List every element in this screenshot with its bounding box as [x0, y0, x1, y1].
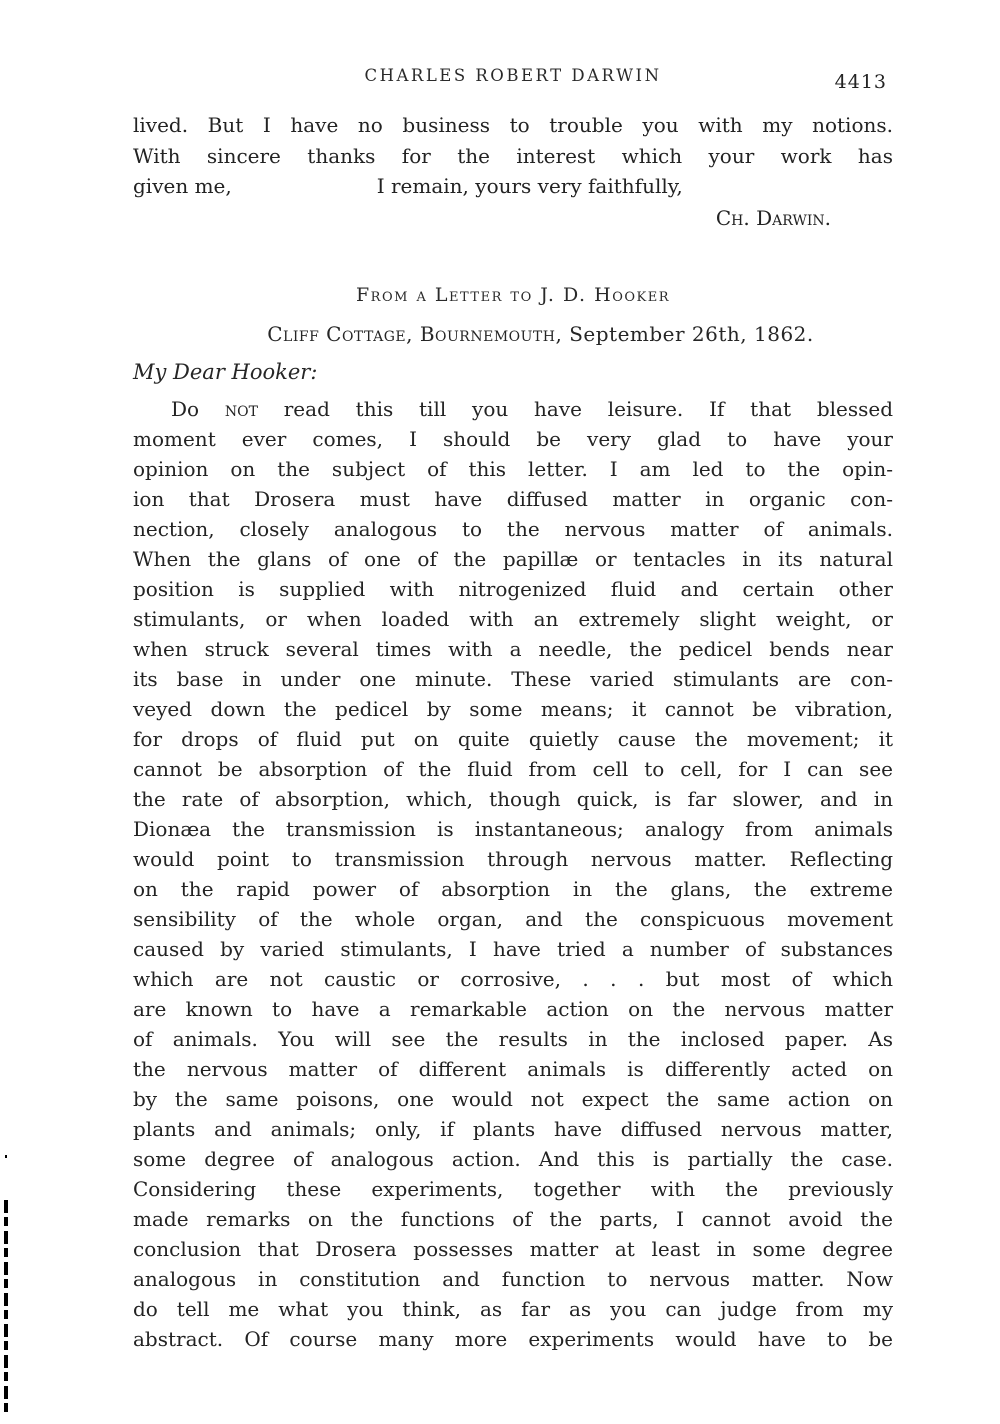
- scan-artifact-line: [4, 1200, 8, 1412]
- page-content: [133, 66, 893, 1354]
- body-line: moment ever comes, I should be very glad to have your: [133, 426, 893, 451]
- first-line-post: read this till you have leisure. If that blessed: [283, 396, 894, 421]
- letter-body: [133, 394, 893, 1354]
- body-line: for drops of fluid put on quite quietly cause the movement; it: [133, 726, 893, 751]
- dateline-place: Cliff Cottage, Bournemouth,: [267, 321, 563, 346]
- paragraph-line: lived. But I have no business to trouble you with my notions.: [133, 113, 893, 137]
- body-line: abstract. Of course many more experiments would have to be: [133, 1326, 893, 1351]
- body-line: made remarks on the functions of the parts, I cannot avoid the: [133, 1206, 893, 1231]
- body-line: nection, closely analogous to the nervous matter of animals.: [133, 516, 893, 541]
- body-line: would point to transmission through nervous matter. Reflecting: [133, 846, 893, 871]
- closing-valediction: I remain, yours very faithfully,: [376, 174, 683, 198]
- body-line: do tell me what you think, as far as you can judge from my: [133, 1296, 893, 1321]
- body-line: analogous in constitution and function to nervous matter. Now: [133, 1266, 893, 1291]
- body-line: plants and animals; only, if plants have diffused nervous matter,: [133, 1116, 893, 1141]
- body-line: of animals. You will see the results in the inclosed paper. As: [133, 1026, 893, 1051]
- body-line: when struck several times with a needle, the pedicel bends near: [133, 636, 893, 661]
- running-header: [133, 66, 893, 94]
- letter-closing-line: [133, 171, 893, 202]
- salutation: My Dear Hooker:: [133, 359, 318, 384]
- running-title: CHARLES ROBERT DARWIN: [364, 66, 662, 85]
- body-line: some degree of analogous action. And this is partially the case.: [133, 1146, 893, 1171]
- first-line-smallcaps: not: [224, 396, 258, 421]
- paragraph-line: With sincere thanks for the interest which your work has: [133, 143, 893, 168]
- dateline-date: September 26th, 1862.: [569, 321, 814, 346]
- body-line: cannot be absorption of the fluid from cell to cell, for I can see: [133, 756, 893, 781]
- body-line: its base in under one minute. These varied stimulants are con-: [133, 666, 893, 691]
- body-line: the nervous matter of different animals is differently acted on: [133, 1056, 893, 1081]
- body-line: caused by varied stimulants, I have tried a number of substances: [133, 936, 893, 961]
- previous-letter-closing-paragraph: [133, 110, 893, 234]
- body-line: which are not caustic or corrosive, . . . but most of which: [133, 966, 893, 991]
- body-line: stimulants, or when loaded with an extremely slight weight, or: [133, 606, 893, 631]
- body-line: by the same poisons, one would not expect the same action on: [133, 1086, 893, 1111]
- first-line-pre: Do: [171, 396, 200, 421]
- body-line: Considering these experiments, together with the previously: [133, 1176, 893, 1201]
- body-line: on the rapid power of absorption in the glans, the extreme: [133, 876, 893, 901]
- body-first-line: [133, 394, 893, 424]
- letter-heading: From a Letter to J. D. Hooker: [355, 283, 670, 306]
- body-line: position is supplied with nitrogenized fluid and certain other: [133, 576, 893, 601]
- dateline: [133, 320, 893, 348]
- signature: Ch. Darwin.: [715, 205, 831, 230]
- body-lines: [133, 424, 893, 1354]
- body-line: conclusion that Drosera possesses matter at least in some degree: [133, 1236, 893, 1261]
- body-line: the rate of absorption, which, though quick, is far slower, and in: [133, 786, 893, 811]
- closing-left-text: given me,: [133, 174, 232, 198]
- body-line: opinion on the subject of this letter. I am led to the opin-: [133, 456, 893, 481]
- body-line: veyed down the pedicel by some means; it cannot be vibration,: [133, 696, 893, 721]
- body-line: When the glans of one of the papillæ or tentacles in its natural: [133, 546, 893, 571]
- page-number: 4413: [834, 71, 887, 93]
- body-line: Dionæa the transmission is instantaneous; analogy from animals: [133, 816, 893, 841]
- body-line: sensibility of the whole organ, and the conspicuous movement: [133, 906, 893, 931]
- body-line: ion that Drosera must have diffused matter in organic con-: [133, 486, 893, 511]
- body-line: are known to have a remarkable action on the nervous matter: [133, 996, 893, 1021]
